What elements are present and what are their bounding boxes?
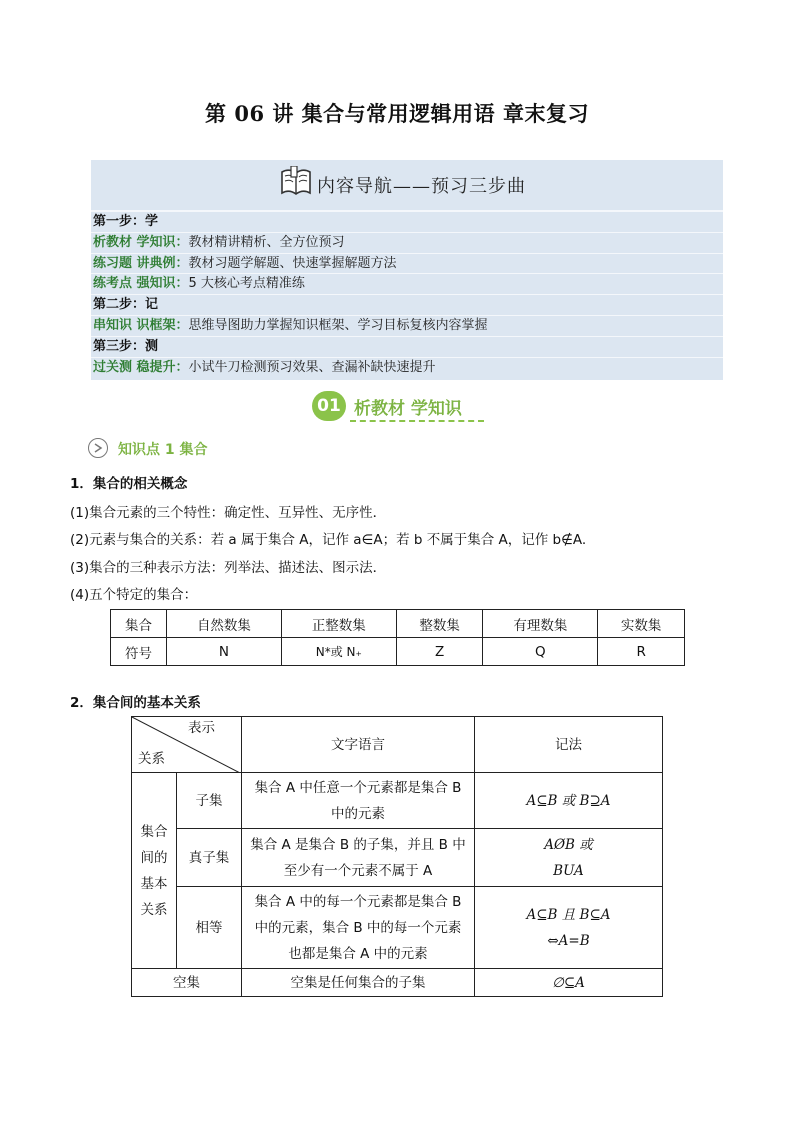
table-cell: Z bbox=[396, 638, 483, 666]
relation-name: 相等 bbox=[177, 887, 242, 969]
table-cell: 集合 bbox=[111, 610, 167, 638]
navigation-heading: 内容导航——预习三步曲 bbox=[317, 176, 526, 197]
relation-notation: A⊆B 或 B⊇A bbox=[475, 773, 663, 829]
corner-bottom-label: 关系 bbox=[138, 751, 165, 767]
relation-text: 集合 A 是集合 B 的子集，并且 B 中 至少有一个元素不属于 A bbox=[242, 829, 475, 887]
special-sets-table bbox=[110, 609, 685, 666]
table-cell: 符号 bbox=[111, 638, 167, 666]
table-cell: N bbox=[167, 638, 282, 666]
table-row bbox=[132, 773, 663, 829]
section-badge bbox=[312, 391, 482, 423]
table-cell: 实数集 bbox=[598, 610, 685, 638]
section-underline bbox=[350, 420, 484, 422]
table-row bbox=[111, 638, 685, 666]
navigation-header bbox=[91, 160, 723, 211]
table-cell: 自然数集 bbox=[167, 610, 282, 638]
section-title: 析教材 学知识 bbox=[354, 399, 462, 419]
paragraph: (2)元素与集合的关系：若 a 属于集合 A，记作 a∈A；若 b 不属于集合 A，记作 b∉A. bbox=[70, 532, 587, 548]
corner-top-label: 表示 bbox=[188, 720, 215, 736]
nav-row: 练考点 强知识：5 大核心考点精准练 bbox=[91, 273, 723, 294]
relation-notation: A⊆B 且 B⊆A ⇔A=B bbox=[475, 887, 663, 969]
relation-name: 子集 bbox=[177, 773, 242, 829]
page-title: 第 06 讲 集合与常用逻辑用语 章末复习 bbox=[205, 101, 589, 126]
paragraph: (3)集合的三种表示方法：列举法、描述法、图示法． bbox=[70, 560, 387, 576]
group-label: 集合 间的 基本 关系 bbox=[132, 773, 177, 969]
table-row bbox=[132, 969, 663, 997]
nav-row: 练习题 讲典例：教材习题学解题、快速掌握解题方法 bbox=[91, 253, 723, 274]
table-cell: 有理数集 bbox=[483, 610, 598, 638]
relation-text: 集合 A 中的每一个元素都是集合 B 中的元素，集合 B 中的每一个元素 也都是集合 A 中的元素 bbox=[242, 887, 475, 969]
table-cell: R bbox=[598, 638, 685, 666]
part1-heading: 1．集合的相关概念 bbox=[70, 476, 188, 492]
paragraph: (4)五个特定的集合： bbox=[70, 587, 198, 603]
relation-text: 空集是任何集合的子集 bbox=[242, 969, 475, 997]
nav-row: 串知识 识框架：思维导图助力掌握知识框架、学习目标复核内容掌握 bbox=[91, 315, 723, 336]
table-cell: Q bbox=[483, 638, 598, 666]
relation-notation: AØB 或 BUA bbox=[475, 829, 663, 887]
relation-notation: ∅⊆A bbox=[475, 969, 663, 997]
nav-row: 第一步：学 bbox=[91, 211, 723, 232]
open-book-icon bbox=[279, 166, 313, 198]
set-relations-table bbox=[131, 716, 663, 997]
table-cell: 正整数集 bbox=[281, 610, 396, 638]
content-navigation-box bbox=[91, 160, 723, 380]
section-number: 01 bbox=[312, 391, 346, 421]
table-row bbox=[132, 829, 663, 887]
nav-row: 析教材 学知识：教材精讲精析、全方位预习 bbox=[91, 232, 723, 253]
table-header: 文字语言 bbox=[242, 717, 475, 773]
nav-row: 第二步：记 bbox=[91, 294, 723, 315]
play-arrow-icon bbox=[88, 438, 108, 458]
part2-heading: 2．集合间的基本关系 bbox=[70, 695, 201, 711]
table-header: 记法 bbox=[475, 717, 663, 773]
table-row bbox=[132, 717, 663, 773]
table-cell: 整数集 bbox=[396, 610, 483, 638]
diagonal-header-cell bbox=[132, 717, 242, 773]
nav-row: 第三步：测 bbox=[91, 336, 723, 357]
table-row bbox=[132, 887, 663, 969]
knowledge-point-title: 知识点 1 集合 bbox=[118, 442, 208, 458]
paragraph: (1)集合元素的三个特性：确定性、互异性、无序性． bbox=[70, 505, 387, 521]
relation-text: 集合 A 中任意一个元素都是集合 B 中的元素 bbox=[242, 773, 475, 829]
table-cell: N*或 N₊ bbox=[281, 638, 396, 666]
relation-name: 空集 bbox=[132, 969, 242, 997]
nav-row: 过关测 稳提升：小试牛刀检测预习效果、查漏补缺快速提升 bbox=[91, 357, 723, 378]
relation-name: 真子集 bbox=[177, 829, 242, 887]
table-row bbox=[111, 610, 685, 638]
